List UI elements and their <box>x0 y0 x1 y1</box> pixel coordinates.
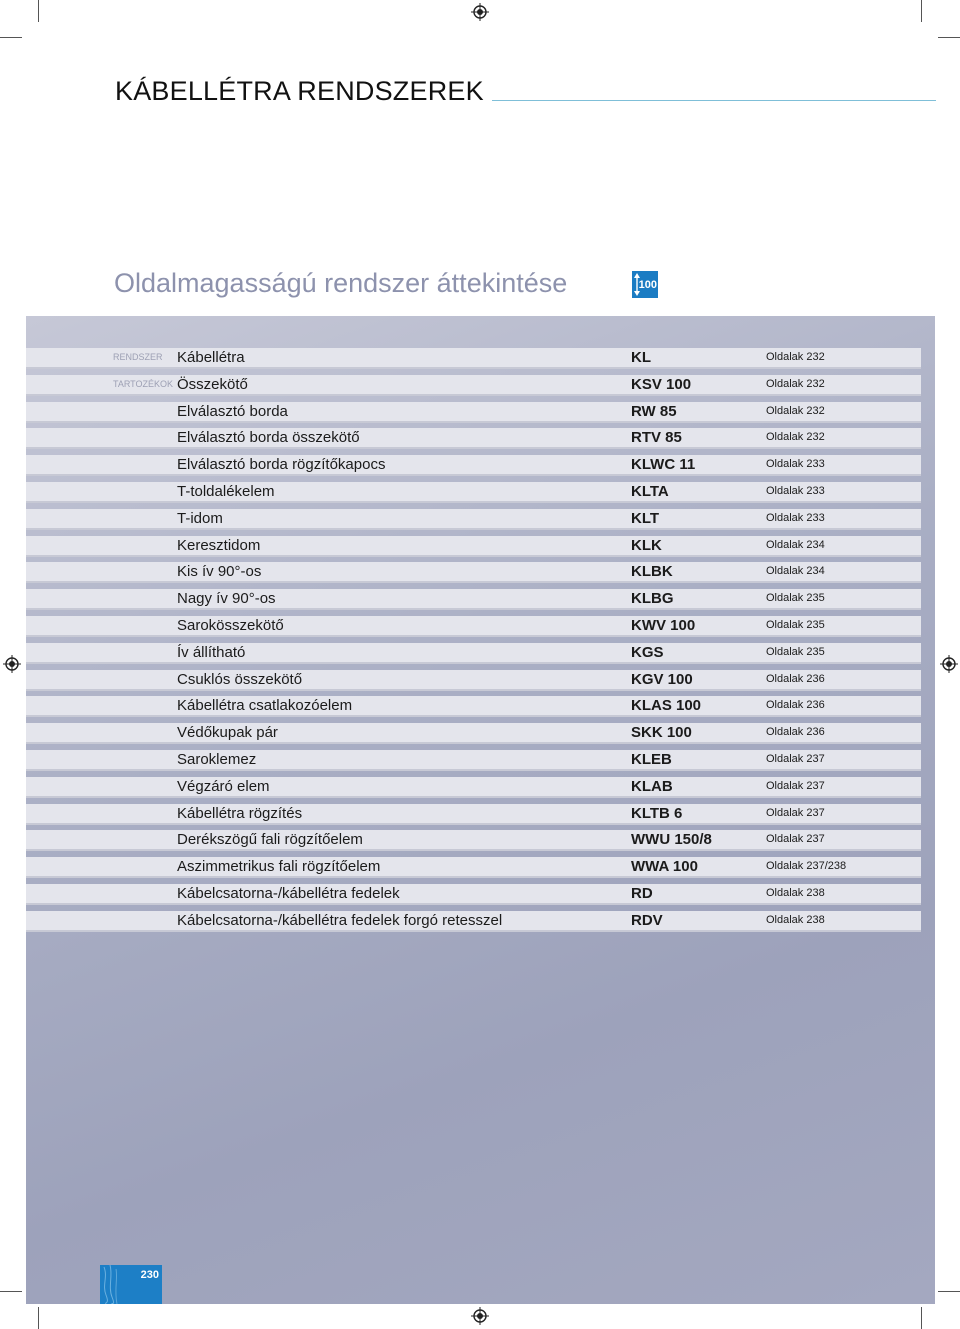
product-name: Saroklemez <box>177 751 257 768</box>
page-reference: Oldalak 237 <box>766 753 825 765</box>
page-reference: Oldalak 237 <box>766 806 825 819</box>
page-reference: Oldalak 234 <box>766 565 825 578</box>
table-row <box>26 348 921 369</box>
table-row <box>26 402 921 423</box>
table-row <box>26 804 921 825</box>
product-code: KLWC 11 <box>631 456 696 474</box>
table-row <box>26 884 921 905</box>
product-name: Derékszögű fali rögzítőelem <box>177 831 363 849</box>
registration-mark-icon <box>471 3 489 21</box>
table-row <box>26 670 921 691</box>
table-row <box>26 509 921 530</box>
table-row <box>26 482 921 503</box>
crop-mark <box>921 0 922 22</box>
page-reference: Oldalak 237 <box>766 833 825 846</box>
page-title: KÁBELLÉTRA RENDSZEREK <box>115 76 484 106</box>
product-code: KGS <box>631 643 664 661</box>
product-code: KLTA <box>631 483 669 500</box>
product-code: KLBG <box>631 590 674 608</box>
page-reference: Oldalak 233 <box>766 485 825 497</box>
page-reference: Oldalak 237/238 <box>766 860 847 873</box>
product-name: Aszimmetrikus fali rögzítőelem <box>177 858 381 876</box>
table-row <box>26 375 921 396</box>
table-row <box>26 616 921 637</box>
product-code: KLTB 6 <box>631 804 683 822</box>
table-row <box>26 428 921 449</box>
product-code: WWU 150/8 <box>631 831 712 849</box>
product-code: RD <box>631 885 653 902</box>
page-reference: Oldalak 232 <box>766 351 825 363</box>
product-name: Csuklós összekötő <box>177 670 303 688</box>
registration-mark-icon <box>3 655 21 673</box>
product-code: KLAS 100 <box>631 697 702 715</box>
page-reference: Oldalak 236 <box>766 726 825 739</box>
crop-mark <box>38 1307 39 1329</box>
product-name: Kábellétra <box>177 349 245 366</box>
product-name: T-idom <box>177 509 223 527</box>
table-row <box>26 750 921 771</box>
product-name: Kábellétra csatlakozóelem <box>177 697 353 715</box>
crop-mark <box>938 37 960 38</box>
overview-table <box>26 316 935 1304</box>
page-number-badge <box>100 1265 162 1304</box>
page-reference: Oldalak 236 <box>766 672 825 685</box>
page-reference: Oldalak 232 <box>766 404 825 417</box>
product-code: RTV 85 <box>631 429 682 447</box>
page-reference: Oldalak 233 <box>766 511 825 524</box>
product-code: KGV 100 <box>631 670 693 688</box>
page-reference: Oldalak 238 <box>766 887 825 899</box>
table-row <box>26 455 921 476</box>
cable-ladder-height-icon <box>632 271 658 298</box>
product-code: KLBK <box>631 563 673 581</box>
product-name: Elválasztó borda <box>177 402 288 420</box>
crop-mark <box>921 1307 922 1329</box>
section-title: Oldalmagasságú rendszer áttekintése <box>114 268 568 298</box>
product-name: Nagy ív 90°-os <box>177 590 276 608</box>
product-code: KLAB <box>631 777 673 795</box>
registration-mark-icon <box>940 655 958 673</box>
header-rule <box>492 100 936 101</box>
table-row <box>26 536 921 557</box>
product-name: Védőkupak pár <box>177 724 278 742</box>
product-code: KLEB <box>631 751 672 768</box>
table-row <box>26 911 921 932</box>
product-code: WWA 100 <box>631 858 698 876</box>
registration-mark-icon <box>471 1307 489 1325</box>
crop-mark <box>938 1291 960 1292</box>
table-row <box>26 777 921 798</box>
page-reference: Oldalak 232 <box>766 377 825 390</box>
page-reference: Oldalak 232 <box>766 431 825 444</box>
table-row <box>26 589 921 610</box>
category-label-accessories: TARTOZÉKOK <box>113 378 174 389</box>
page-reference: Oldalak 235 <box>766 645 825 658</box>
product-code: RW 85 <box>631 402 677 420</box>
page-reference: Oldalak 235 <box>766 619 825 631</box>
page-reference: Oldalak 238 <box>766 913 825 926</box>
product-name: Sarokösszekötő <box>177 617 284 634</box>
table-row <box>26 562 921 583</box>
page-number: 230 <box>140 1269 159 1281</box>
crop-mark <box>0 1291 22 1292</box>
page-reference: Oldalak 237 <box>766 779 825 792</box>
product-code: RDV <box>631 911 663 929</box>
product-code: KLT <box>631 509 660 527</box>
table-row <box>26 643 921 664</box>
table-row <box>26 696 921 717</box>
product-name: Elválasztó borda összekötő <box>177 429 360 447</box>
page-reference: Oldalak 233 <box>766 458 825 471</box>
crop-mark <box>0 37 22 38</box>
product-name: T-toldalékelem <box>177 483 275 500</box>
product-name: Kis ív 90°-os <box>177 563 262 581</box>
product-code: SKK 100 <box>631 724 692 742</box>
page-reference: Oldalak 236 <box>766 699 825 712</box>
product-name: Elválasztó borda rögzítőkapocs <box>177 456 386 474</box>
product-code: KLK <box>631 536 662 554</box>
page-reference: Oldalak 235 <box>766 592 825 605</box>
product-name: Kábelcsatorna-/kábellétra fedelek forgó retesszel <box>177 911 503 929</box>
icon-label: 100 <box>638 278 657 291</box>
table-row <box>26 723 921 744</box>
table-row <box>26 857 921 878</box>
product-name: Kábelcsatorna-/kábellétra fedelek <box>177 885 400 902</box>
product-name: Ív állítható <box>177 643 246 661</box>
crop-mark <box>38 0 39 22</box>
product-code: KL <box>631 349 651 366</box>
product-name: Kábellétra rögzítés <box>177 804 303 822</box>
page-reference: Oldalak 234 <box>766 538 825 551</box>
product-name: Végzáró elem <box>177 777 270 795</box>
product-code: KSV 100 <box>631 375 692 393</box>
category-label-system: RENDSZER <box>113 352 163 362</box>
product-name: Összekötő <box>177 375 248 393</box>
product-code: KWV 100 <box>631 617 696 634</box>
product-name: Keresztidom <box>177 536 261 554</box>
table-row <box>26 830 921 851</box>
